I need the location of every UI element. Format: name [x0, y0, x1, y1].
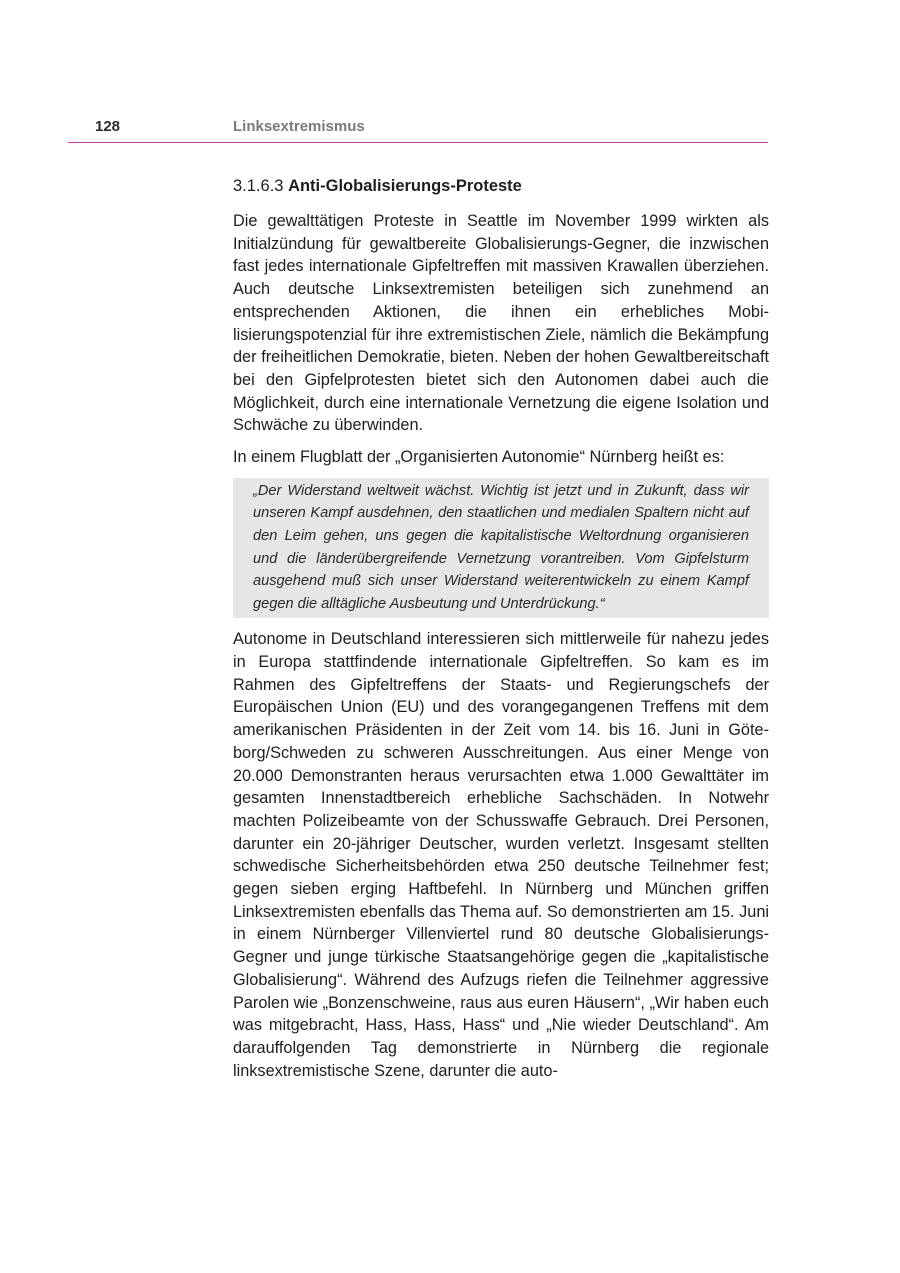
- page-number: 128: [95, 118, 121, 135]
- running-head: Linksextremismus: [233, 118, 365, 135]
- paragraph-autonome: Autonome in Deutschland interessieren sich mittlerweile für nahezu jedes in Europa stattfindende internationale Gipfeltreffen. So kam es im Rahmen des Gipfeltreffens der Staats- und Regierungschefs der Europäischen Union (EU) und des vorangegangenen Treffens mit dem amerikanischen Präsidenten in der Zeit vom 14. bis 16. Juni in Göteborg/Schweden zu schweren Ausschreitungen. Aus einer Menge von 20.000 Demonstranten heraus verursachten etwa 1.000 Gewalttäter im gesamten Innenstadtbereich erhebliche Sachschäden. In Notwehr machten Polizeibeamte von der Schusswaffe Gebrauch. Drei Personen, darunter ein 20-jähriger Deutscher, wurden verletzt. Insgesamt stellten schwedische Sicherheitsbehörden etwa 250 deutsche Teilnehmer fest; gegen sieben erging Haftbefehl. In Nürnberg und München griffen Linksextremisten ebenfalls das Thema auf. So demonstrierten am 15. Juni in einem Nürnberger Villenviertel rund 80 deutsche Globalisierungs-Gegner und junge türkische Staatsangehörige gegen die „kapitalistische Globalisierung“. Während des Aufzugs riefen die Teilnehmer aggressive Parolen wie „Bonzenschweine, raus aus euren Häusern“, „Wir haben euch was mitgebracht, Hass, Hass, Hass“ und „Nie wieder Deutschland“. Am darauffolgenden Tag demonstrierte in Nürnberg die regionale linksextremistische Szene, darunter die auto-: [233, 630, 769, 1080]
- page-content: [233, 174, 769, 1091]
- section-number: 3.1.6.3: [233, 177, 284, 195]
- paragraph-flyer-intro: In einem Flugblatt der „Organisierten Autonomie“ Nürnberg heißt es:: [233, 448, 725, 467]
- paragraph-intro: Die gewalttätigen Proteste in Seattle im November 1999 wirkten als Initialzündung für gewaltbereite Globalisierungs-Gegner, die inzwischen fast jedes internationale Gipfeltreffen mit massiven Krawallen überziehen. Auch deutsche Linksextremisten beteiligen sich zunehmend an entsprechenden Aktionen, die ihnen ein erhebliches Mobilisierungspotenzial für ihre extremistischen Ziele, nämlich die Bekämpfung der freiheitlichen Demokratie, bieten. Neben der hohen Gewaltbereitschaft bei den Gipfelprotesten bietet sich den Autonomen dabei auch die Möglichkeit, durch eine internationale Vernetzung die eigene Isolation und Schwäche zu überwinden.: [233, 212, 769, 435]
- quote-text: „Der Widerstand weltweit wächst. Wichtig ist jetzt und in Zukunft, dass wir unseren Kampf ausdehnen, den staatlichen und medialen Spaltern nicht auf den Leim gehen, uns gegen die kapitalistische Weltordnung organisieren und die länderübergreifende Vernetzung vorantreiben. Vom Gipfelsturm ausgehend muß sich unser Widerstand weiterentwickeln zu einem Kampf gegen die alltägliche Ausbeutung und Unterdrückung.“: [253, 482, 749, 612]
- section-heading: [233, 174, 769, 198]
- quote-box: [233, 478, 769, 619]
- page-header: [68, 116, 768, 143]
- section-title: Anti-Globalisierungs-Proteste: [288, 177, 522, 195]
